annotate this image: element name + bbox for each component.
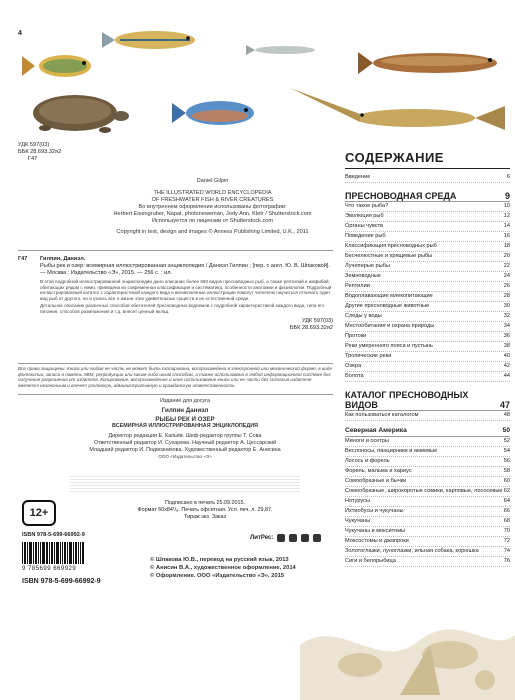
imprint-staff-3: Младший редактор И. Подвозникова. Художественный редактор Е. Анисина — [89, 447, 281, 453]
toc-item-page: 40 — [503, 353, 510, 359]
toc-item-label: Введение — [345, 174, 371, 180]
toc-item-label: Чукучаны и мокситомы — [345, 528, 406, 534]
toc-subsection-title: Северная Америка — [345, 427, 407, 434]
fish-illustration — [22, 55, 91, 77]
toc-item-label: Миноги и осетры — [345, 438, 389, 444]
toc-item-label: Тропические реки — [345, 353, 392, 359]
toc-item-page: 70 — [503, 528, 510, 534]
original-title-line-1: THE ILLUSTRATED WORLD ENCYCLOPEDIA — [153, 190, 272, 196]
toc-item-page: 20 — [503, 253, 510, 259]
age-rating-badge: 12+ — [22, 500, 56, 526]
imprint-publisher: ООО «Издательство «Э» — [158, 454, 212, 459]
toc-item-page: 58 — [503, 468, 510, 474]
table-of-contents — [345, 150, 510, 567]
toc-item[interactable] — [345, 312, 510, 322]
litres-label: ЛитРес: — [250, 535, 274, 541]
toc-item-label: Местообитания и охрана природы — [345, 323, 435, 329]
toc-item-label: Ихтиобусы и чукучаны — [345, 508, 404, 514]
toc-item-label: Классификация пресноводных рыб — [345, 243, 437, 249]
imprint-staff-2: Ответственный редактор И. Сухарева. Научный редактор А. Цессарский — [93, 440, 277, 446]
imprint-subtitle: ВСЕМИРНАЯ ИЛЛЮСТРИРОВАННАЯ ЭНЦИКЛОПЕДИЯ — [112, 423, 258, 429]
toc-item[interactable] — [345, 447, 510, 457]
toc-item[interactable] — [345, 477, 510, 487]
toc-item-page: 22 — [503, 263, 510, 269]
toc-item[interactable] — [345, 547, 510, 557]
isbn-top: ISBN 978-5-699-66992-9 — [22, 532, 85, 538]
toc-item[interactable] — [345, 457, 510, 467]
divider — [18, 394, 333, 395]
store-icon — [277, 534, 285, 542]
toc-section-title: ПРЕСНОВОДНАЯ СРЕДА — [345, 191, 457, 201]
toc-item[interactable] — [345, 467, 510, 477]
toc-item-label: Что такое рыба? — [345, 203, 389, 209]
toc-item-page: 10 — [503, 203, 510, 209]
toc-item-page: 18 — [503, 243, 510, 249]
toc-item-page: 60 — [503, 478, 510, 484]
toc-item-page: 38 — [503, 343, 510, 349]
toc-item-page: 56 — [503, 458, 510, 464]
bib-abstract-2: Детальное описание различных способов обитателей пресноводных водоемов с подробной характеристикой каждого вида, типа его питания, способов размножения и т.д. внесет ценный вклад. — [40, 303, 325, 314]
imprint-category: Издание для досуга — [160, 398, 210, 404]
toc-item[interactable] — [345, 437, 510, 447]
toc-item-page: 16 — [503, 233, 510, 239]
toc-item-page: 28 — [503, 293, 510, 299]
fish-illustration — [172, 101, 254, 125]
toc-item[interactable] — [345, 527, 510, 537]
toc-item-label: Золотоглазки, луноглазки, ильная собака, корюшка — [345, 548, 479, 554]
toc-item-page: 48 — [503, 412, 510, 418]
toc-item[interactable] — [345, 487, 510, 497]
toc-item-label: Болота — [345, 373, 364, 379]
toc-item[interactable] — [345, 302, 510, 312]
bib-author: Гилпин, Даниэл. — [40, 256, 86, 262]
license: Используется по лицензии от Shutterstock.com — [151, 218, 274, 224]
toc-item-label: Реки умеренного пояса и пустынь — [345, 343, 433, 349]
toc-item-page: 52 — [503, 438, 510, 444]
toc-item-page: 42 — [503, 363, 510, 369]
toc-item[interactable] — [345, 537, 510, 547]
print-format: Формат 60x84¹/₈. Печать офсетная. Усл. печ. л. 29,87. — [137, 507, 273, 513]
store-icon — [289, 534, 297, 542]
toc-item-label: Бесчелюстные и хрящевые рыбы — [345, 253, 433, 259]
toc-item[interactable] — [345, 342, 510, 352]
toc-item-label: Поведение рыб — [345, 233, 386, 239]
toc-subsection-north-america[interactable] — [345, 425, 510, 437]
credit-design: © Анисин В.А., художественное оформление, 2014 — [150, 565, 296, 571]
toc-item[interactable] — [345, 292, 510, 302]
toc-item-label: Сиги и белорыбица — [345, 558, 396, 564]
store-icon — [313, 534, 321, 542]
toc-item-page: 32 — [503, 313, 510, 319]
catalog-mark: Г47 — [28, 156, 38, 162]
toc-item-label: Нотурусы — [345, 498, 370, 504]
divider — [18, 250, 333, 251]
toc-item-label: Веслоносы, панцирники и амиевые — [345, 448, 438, 454]
toc-item-label: Водоплавающие млекопитающие — [345, 293, 433, 299]
toc-item-label: Рептилии — [345, 283, 370, 289]
page-number: 4 — [18, 30, 22, 37]
toc-item-label: Как пользоваться каталогом — [345, 412, 419, 418]
fish-illustration — [246, 45, 315, 55]
toc-section-page: 9 — [504, 191, 510, 201]
toc-item-label: Земноводные — [345, 273, 381, 279]
toc-item[interactable] — [345, 332, 510, 342]
toc-item-label: Другие пресноводные животные — [345, 303, 430, 309]
store-icon — [301, 534, 309, 542]
bib-entry: Рыбы рек и озер: всемирная иллюстрированная энциклопедия / Даниэл Гилпин ; [пер. с англ. Ю. В. Шпаковой]. — Москва : Издательство «Э», 2015. — 256 с. : ил. — [40, 263, 331, 276]
fish-illustrations — [20, 18, 510, 148]
fish-illustration — [290, 88, 505, 130]
toc-item-label: Органы чувств — [345, 223, 384, 229]
toc-item[interactable] — [345, 242, 510, 252]
toc-item[interactable] — [345, 252, 510, 262]
toc-item[interactable] — [345, 232, 510, 242]
toc-section-catalog[interactable] — [345, 390, 510, 411]
toc-item[interactable] — [345, 411, 510, 421]
bib-mark: Г47 — [18, 256, 28, 262]
toc-item[interactable] — [345, 322, 510, 332]
turtle-illustration — [33, 95, 129, 133]
toc-item-label: Лосось и форель — [345, 458, 390, 464]
toc-item[interactable] — [345, 272, 510, 282]
toc-item-page: 44 — [503, 373, 510, 379]
print-run: Тираж экз. Заказ — [184, 514, 226, 520]
imprint-title: РЫБЫ РЕК И ОЗЕР — [155, 416, 215, 423]
toc-item-page: 66 — [503, 508, 510, 514]
bbk: ББК 28.693.32я2 — [18, 149, 62, 155]
copyright: Copyright in text, design and images © Anness Publishing Limited, U.K., 2011 — [116, 229, 309, 235]
udk: УДК 597(03) — [18, 142, 50, 148]
toc-item-page: 72 — [503, 538, 510, 544]
bib-bbk: ББК 28.693.32я2 — [289, 324, 333, 331]
original-title-line-2: OF FRESHWATER FISH & RIVER CREATURES — [151, 197, 274, 203]
credit-translation: © Шпакова Ю.В., перевод на русский язык, 2013 — [150, 557, 289, 563]
toc-item[interactable] — [345, 557, 510, 567]
rights-notice: Все права защищены. Книга или любая ее часть не может быть скопирована, воспроизведена в электронной или механической форме, в виде фотокопии, записи в память ЭВМ, репродукции или каким-либо иным способом, а также использована в любой информационной системе без получения разрешения от издателя. Копирование, воспроизведение и иное использование книги или ее части без согласия издателя является незаконным и влечет уголовную, административную и гражданскую ответственность. — [18, 366, 333, 388]
toc-item[interactable] — [345, 352, 510, 362]
barcode — [22, 542, 122, 564]
toc-item-label: Моксостомы и джапроки — [345, 538, 409, 544]
toc-item[interactable] — [345, 372, 510, 382]
toc-item-page: 24 — [503, 273, 510, 279]
credit-layout: © Оформление. ООО «Издательство «Э», 2015 — [150, 573, 285, 579]
toc-item-page: 68 — [503, 518, 510, 524]
photo-credits: Herbert Eisengruber, Napat, photoneweman, Jody Ann, Kletr / Shutterstock.com — [113, 211, 312, 217]
toc-item-page: 62 — [503, 488, 510, 494]
toc-item[interactable] — [345, 222, 510, 232]
toc-title: СОДЕРЖАНИЕ — [345, 150, 444, 165]
toc-item[interactable] — [345, 362, 510, 372]
toc-item-label: Сомообразные и бычки — [345, 478, 407, 484]
toc-item-label: Лучеперые рыбы — [345, 263, 390, 269]
signed-for-print: Подписано в печать 25.09.2015. — [164, 500, 246, 506]
bib-abstract-1: В этой подробной иллюстрированной энциклопедии дано описание более 660 видов пресноводных рыб, а также рептилий и амфибий, обитающих рядом с ними, приведена их современная классификация и систематика, особенности анатомии и физиологии. Подробный иллюстрированный каталог с характеристикой каждого вида и великолепные иллюстрации помогут читателю научиться отличать один вид рыб от другого, но и узнать все о жизни этих удивительных существ в их естественной среде. — [40, 279, 332, 301]
toc-item[interactable] — [345, 282, 510, 292]
toc-section-freshwater[interactable] — [345, 191, 510, 202]
toc-item-page: 34 — [503, 323, 510, 329]
photo-note: Во внутреннем оформлении использованы фотографии: — [138, 204, 287, 210]
toc-item-label: Протоки — [345, 333, 367, 339]
toc-item[interactable] — [345, 517, 510, 527]
toc-item-label: Эволюция рыб — [345, 213, 384, 219]
fish-illustration — [358, 52, 497, 74]
toc-item-page: 74 — [503, 548, 510, 554]
fine-print-block — [70, 474, 300, 494]
original-author: Daniel Gilpin — [196, 178, 229, 184]
isbn-bottom: ISBN 978-5-699-66992-9 — [22, 578, 101, 585]
toc-item[interactable] — [345, 173, 510, 183]
toc-item[interactable] — [345, 507, 510, 517]
toc-item-label: Озера — [345, 363, 362, 369]
toc-item-page: 36 — [503, 333, 510, 339]
toc-item[interactable] — [345, 262, 510, 272]
toc-item-page: 12 — [503, 213, 510, 219]
toc-subsection-page: 50 — [502, 427, 510, 434]
bib-udk: УДК 597(03) — [301, 317, 333, 324]
toc-item-label: Чукучаны — [345, 518, 370, 524]
imprint-author: Гилпин Даниэл — [161, 407, 209, 414]
imprint-staff-1: Директор редакции Е. Капьёв. Шеф-редактор группы Т. Сова — [108, 433, 262, 439]
toc-item-page: 54 — [503, 448, 510, 454]
fish-illustration — [102, 31, 195, 49]
toc-item-page: 14 — [503, 223, 510, 229]
toc-item-label: Форель, мальма и хариус — [345, 468, 412, 474]
barcode-digits: 9 785699 669929 — [22, 566, 77, 572]
toc-item-page: 76 — [503, 558, 510, 564]
lily-decoration — [300, 585, 515, 700]
divider — [18, 363, 333, 364]
toc-item-label: Сомообразные, широкоротые сомики, карповые, лососевые — [345, 488, 503, 494]
toc-item[interactable] — [345, 212, 510, 222]
toc-item-label: Следы у воды — [345, 313, 382, 319]
toc-item-page: 6 — [506, 174, 510, 180]
toc-item[interactable] — [345, 202, 510, 212]
toc-section-page: 47 — [499, 400, 510, 410]
toc-item-page: 64 — [503, 498, 510, 504]
toc-item-page: 30 — [503, 303, 510, 309]
toc-section-title: КАТАЛОГ ПРЕСНОВОДНЫХ ВИДОВ — [345, 390, 469, 410]
toc-item[interactable] — [345, 497, 510, 507]
toc-item-page: 26 — [503, 283, 510, 289]
